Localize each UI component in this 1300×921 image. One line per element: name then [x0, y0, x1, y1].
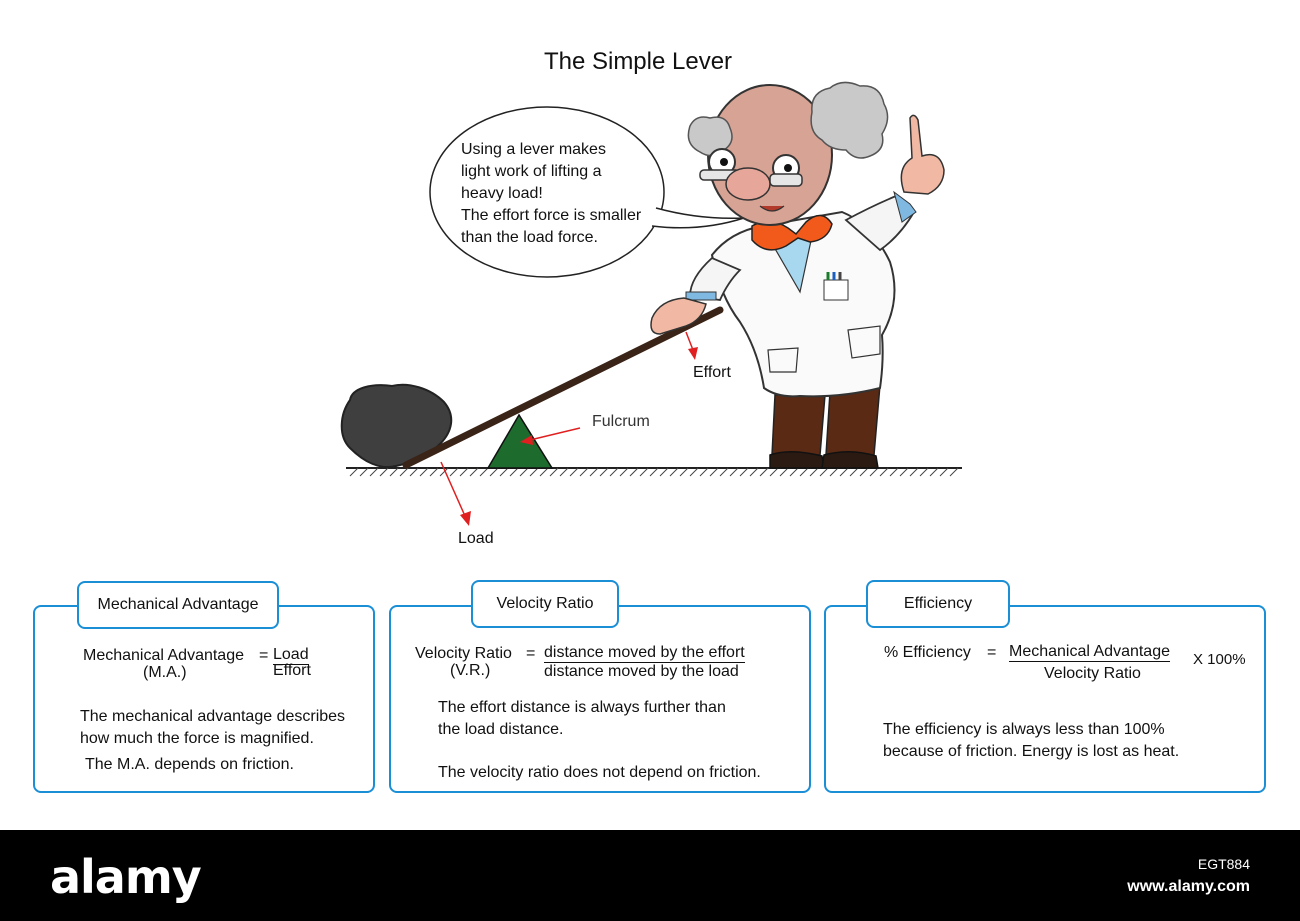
ma-numerator: Load	[273, 646, 309, 663]
ma-formula-lhs: Mechanical Advantage	[83, 647, 244, 664]
ground	[346, 468, 962, 476]
eff-equals: =	[987, 644, 997, 661]
watermark-footer	[0, 830, 1300, 921]
eff-formula-lhs: % Efficiency	[884, 644, 971, 661]
effort-label: Effort	[693, 364, 731, 381]
vr-formula-lhs: Velocity Ratio	[415, 645, 512, 662]
vr-denominator: distance moved by the load	[544, 663, 739, 680]
efficiency-tab: Efficiency	[866, 580, 1010, 628]
ma-formula-abbr: (M.A.)	[143, 664, 187, 681]
image-id: EGT884	[1197, 856, 1250, 872]
ma-friction-note: The M.A. depends on friction.	[85, 756, 294, 773]
ma-denominator: Effort	[273, 662, 311, 679]
eff-multiplier: X 100%	[1193, 651, 1246, 668]
vr-formula-abbr: (V.R.)	[450, 662, 491, 679]
eff-numerator: Mechanical Advantage	[1009, 643, 1170, 660]
eff-denominator: Velocity Ratio	[1044, 665, 1141, 682]
mechanical-advantage-tab: Mechanical Advantage	[77, 581, 279, 629]
load-arrow	[441, 462, 471, 526]
speech-bubble-text: Using a lever makes light work of lifting a heavy load! The effort force is smaller than the load force.	[461, 141, 642, 246]
fulcrum-label: Fulcrum	[592, 413, 650, 430]
site-url: www.alamy.com	[1127, 878, 1250, 895]
vr-numerator: distance moved by the effort	[544, 644, 745, 661]
ma-equals: =	[259, 647, 269, 664]
brand-logo: alamy	[50, 850, 201, 904]
lever-bar	[406, 310, 720, 465]
vr-equals: =	[526, 645, 536, 662]
eff-description: The efficiency is always less than 100% because of friction. Energy is lost as heat.	[883, 721, 1180, 760]
professor-character	[651, 82, 944, 468]
vr-description: The effort distance is always further than the load distance.	[438, 699, 726, 738]
ma-description: The mechanical advantage describes how much the force is magnified.	[80, 708, 346, 747]
load-label: Load	[458, 530, 494, 547]
load-rock	[342, 385, 452, 467]
efficiency-panel	[824, 605, 1266, 793]
vr-friction-note: The velocity ratio does not depend on friction.	[438, 764, 761, 781]
effort-arrow	[686, 332, 698, 360]
velocity-ratio-tab: Velocity Ratio	[471, 580, 619, 628]
page-title: The Simple Lever	[543, 48, 733, 75]
